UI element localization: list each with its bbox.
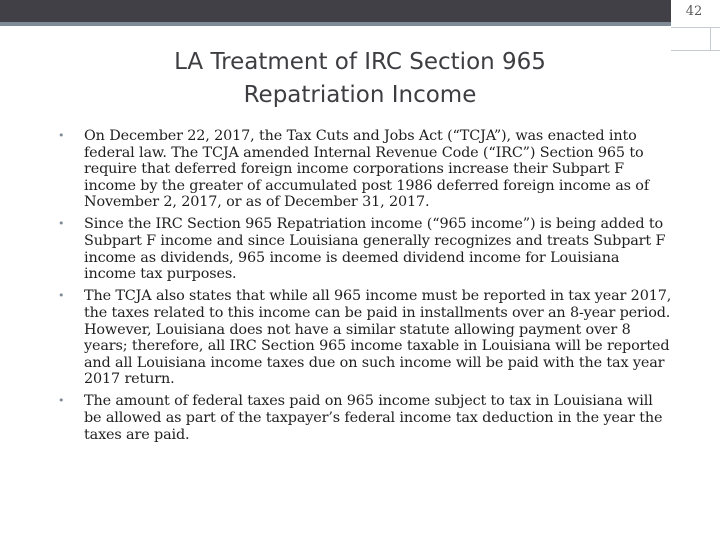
bullet-icon: • xyxy=(58,289,65,303)
bullet-item xyxy=(52,128,672,211)
slide-title: LA Treatment of IRC Section 965 Repatriation Income xyxy=(174,49,546,108)
bullet-item xyxy=(52,216,672,282)
slide-header-bar xyxy=(0,0,671,22)
bullet-text: The TCJA also states that while all 965 income must be reported in tax year 2017, the taxes related to this income can be paid in installments over an 8-year period. However, Louisiana does not have a similar statute allowing payment over 8 years; therefore, all IRC Section 965 income taxable in Louisiana will be reported and all Louisiana income taxes due on such income will be paid with the tax year 2017 return. xyxy=(84,288,672,388)
bullet-text: The amount of federal taxes paid on 965 income subject to tax in Louisiana will be allowed as part of the taxpayer’s federal income tax deduction in the year the taxes are paid. xyxy=(84,393,663,443)
bullet-icon: • xyxy=(58,129,65,142)
corner-frame-decoration xyxy=(671,27,720,51)
corner-frame-divider xyxy=(710,27,711,51)
bullet-list xyxy=(52,128,672,443)
slide-body xyxy=(52,128,672,449)
slide-number: 42 xyxy=(685,4,703,19)
bullet-item xyxy=(52,393,672,443)
bullet-icon: • xyxy=(58,394,65,408)
bullet-text: On December 22, 2017, the Tax Cuts and Jobs Act (“TCJA”), was enacted into federal law. The TCJA amended Internal Revenue Code (“IRC”) Section 965 to require that deferred foreign income corporations increase their Subpart F income by the greater of accumulated post 1986 deferred foreign income as of November 2, 2017, or as of December 31, 2017. xyxy=(84,128,649,211)
bullet-item xyxy=(52,288,672,388)
bullet-icon: • xyxy=(58,217,65,231)
bullet-text: Since the IRC Section 965 Repatriation income (“965 income”) is being added to Subpart F income and since Louisiana generally recognizes and treats Subpart F income as dividends, 965 income is deemed dividend income for Louisiana income tax purposes. xyxy=(84,216,666,283)
slide-header-accent-stripe xyxy=(0,22,671,26)
